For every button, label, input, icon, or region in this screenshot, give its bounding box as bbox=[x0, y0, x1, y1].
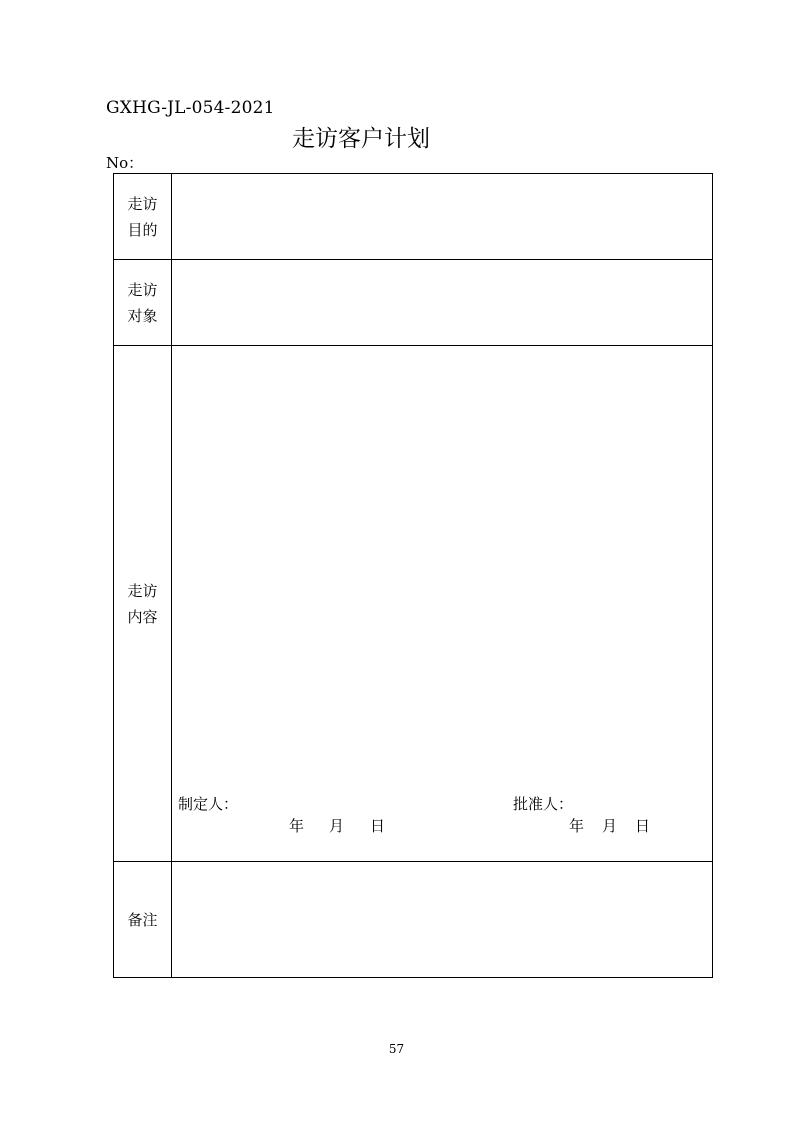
page-title: 走访客户计划 bbox=[292, 126, 430, 152]
maker-label: 制定人： bbox=[178, 795, 239, 813]
maker-date-day: 日 bbox=[370, 817, 386, 835]
approver-date-month: 月 bbox=[602, 817, 618, 835]
target-value-cell[interactable] bbox=[172, 260, 713, 346]
approver-date-year: 年 bbox=[569, 817, 585, 835]
purpose-label-line1: 走访 bbox=[127, 194, 158, 213]
content-label-line2: 内容 bbox=[127, 607, 158, 626]
target-label-line2: 对象 bbox=[127, 306, 158, 325]
approver-label: 批准人： bbox=[513, 795, 574, 813]
approver-date-day: 日 bbox=[635, 817, 651, 835]
visit-plan-table bbox=[113, 173, 713, 978]
target-label bbox=[114, 260, 172, 346]
form-number-label: No： bbox=[106, 154, 144, 172]
maker-date-month: 月 bbox=[329, 817, 345, 835]
table-row-target bbox=[114, 260, 713, 346]
content-label-line1: 走访 bbox=[127, 581, 158, 600]
page-number: 57 bbox=[388, 1042, 405, 1056]
remarks-label: 备注 bbox=[114, 862, 172, 978]
form-code: GXHG-JL-054-2021 bbox=[106, 98, 275, 118]
content-label bbox=[114, 346, 172, 862]
table-row-content bbox=[114, 346, 713, 862]
target-label-line1: 走访 bbox=[127, 280, 158, 299]
table-row-purpose bbox=[114, 174, 713, 260]
remarks-value-cell[interactable] bbox=[172, 862, 713, 978]
purpose-value-cell[interactable] bbox=[172, 174, 713, 260]
content-value-cell[interactable] bbox=[172, 346, 713, 862]
purpose-label bbox=[114, 174, 172, 260]
purpose-label-line2: 目的 bbox=[127, 220, 158, 239]
maker-date-year: 年 bbox=[289, 817, 305, 835]
table-row-remarks bbox=[114, 862, 713, 978]
